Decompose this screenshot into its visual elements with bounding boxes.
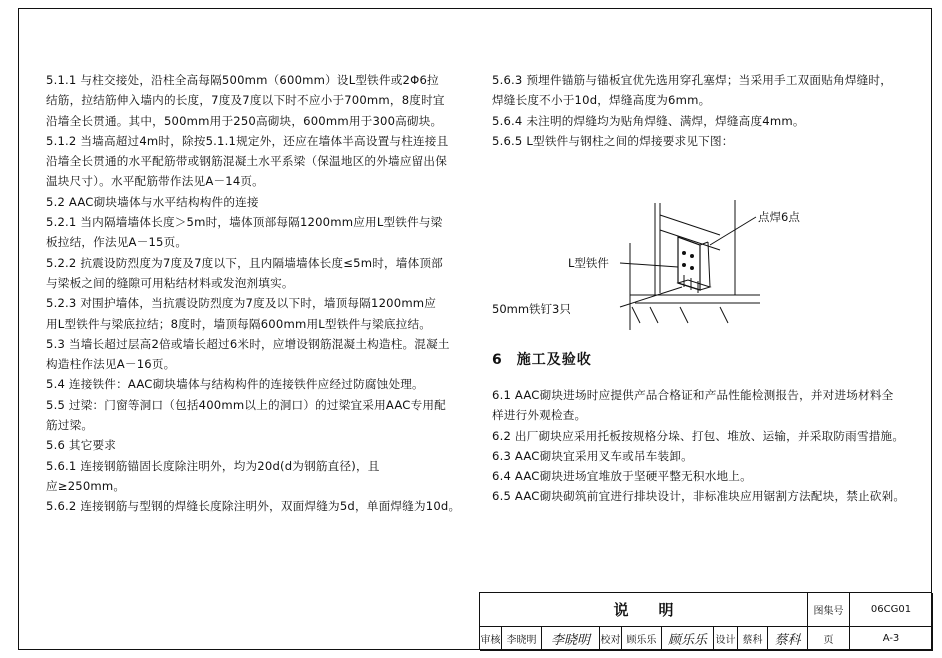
l-iron-label: L型铁件 <box>568 256 609 270</box>
check-label: 校对 <box>600 627 622 651</box>
text-line: 5.2.2 抗震设防烈度为7度及7度以下，且内隔墙墙体长度≤5m时，墙体顶部 <box>46 255 443 270</box>
text-line: 5.4 连接铁件：AAC砌块墙体与结构构件的连接铁件应经过防腐蚀处理。 <box>46 377 424 392</box>
text-line: 6.2 出厂砌块应采用托板按规格分垛、打包、堆放、运输，并采取防雨雪措施。 <box>492 428 905 443</box>
reviewer-name: 李晓明 <box>502 627 542 651</box>
design-label: 设计 <box>714 627 738 651</box>
section-6-text <box>492 385 912 507</box>
weld-points-label: 点焊6点 <box>758 210 800 224</box>
section-number: 6 <box>492 352 503 368</box>
text-line: 5.5 过梁：门窗等洞口（包括400mm以上的洞口）的过梁宜采用AAC专用配 <box>46 397 446 412</box>
right-text-column <box>492 70 912 151</box>
text-line: 焊缝长度不小于10d，焊缝高度为6mm。 <box>492 93 711 108</box>
left-text-column <box>46 70 476 517</box>
text-line: 5.6.4 未注明的焊缝均为贴角焊缝、满焊，焊缝高度4mm。 <box>492 113 805 128</box>
review-label: 审核 <box>480 627 502 651</box>
checker-name: 顾乐乐 <box>622 627 662 651</box>
text-line: 6.1 AAC砌块进场时应提供产品合格证和产品性能检测报告，并对进场材料全 <box>492 388 894 402</box>
text-line: 板拉结，作法见A－15页。 <box>46 235 188 250</box>
text-line: 5.6.5 L型铁件与钢柱之间的焊接要求见下图： <box>492 133 734 148</box>
reviewer-signature: 李晓明 <box>542 627 600 651</box>
text-line: 筋过梁。 <box>46 418 94 433</box>
text-line: 5.1.2 当墙高超过4m时，除按5.1.1规定外，还应在墙体半高设置与柱连接且 <box>46 133 449 148</box>
text-line: 温块尺寸）。水平配筋带作法见A－14页。 <box>46 174 264 189</box>
l-iron-weld-figure <box>492 195 800 335</box>
text-line: 5.2.3 对围护墙体，当抗震设防烈度为7度及以下时，墙顶每隔1200mm应 <box>46 296 437 311</box>
text-line: 6.4 AAC砌块进场宜堆放于坚硬平整无积水地上。 <box>492 469 752 484</box>
atlas-number: 06CG01 <box>850 593 933 627</box>
text-line: 用L型铁件与梁底拉结；8度时，墙顶每隔600mm用L型铁件与梁底拉结。 <box>46 316 432 331</box>
text-line: 结筋，拉结筋伸入墙内的长度，7度及7度以下时不应小于700mm，8度时宜 <box>46 93 445 108</box>
page-number: A-3 <box>850 627 933 651</box>
text-line: 5.2 AAC砌块墙体与水平结构构件的连接 <box>46 194 259 209</box>
text-line: 5.6.3 预埋件锚筋与锚板宜优先选用穿孔塞焊；当采用手工双面贴角焊缝时， <box>492 73 892 87</box>
text-line: 沿墙全长贯通。其中，500mm用于250高砌块，600mm用于300高砌块。 <box>46 113 443 128</box>
designer-name: 蔡科 <box>738 627 768 651</box>
nail-label: 50mm铁钉3只 <box>492 302 571 316</box>
text-line: 6.5 AAC砌块砌筑前宜进行排块设计，非标准块应用锯割方法配块，禁止砍剁。 <box>492 489 906 504</box>
checker-signature: 顾乐乐 <box>662 627 714 651</box>
text-line: 5.6.1 连接钢筋锚固长度除注明外，均为20d(d为钢筋直径)，且 <box>46 458 380 473</box>
text-line: 5.2.1 当内隔墙墙体长度＞5m时，墙体顶部每隔1200mm应用L型铁件与梁 <box>46 215 443 230</box>
text-line: 沿墙全长贯通的水平配筋带或钢筋混凝土水平系梁（保温地区的外墙应留出保 <box>46 154 447 169</box>
section-title: 施工及验收 <box>516 352 592 368</box>
text-line: 5.6 其它要求 <box>46 438 117 453</box>
text-line: 5.1.1 与柱交接处，沿柱全高每隔500mm（600mm）设L型铁件或2Φ6拉 <box>46 73 439 87</box>
page-label: 页 <box>808 627 850 651</box>
title-block <box>479 592 932 650</box>
atlas-label: 图集号 <box>808 593 850 627</box>
text-line: 构造柱作法见A－16页。 <box>46 357 176 372</box>
designer-signature: 蔡科 <box>768 627 808 651</box>
text-line: 与梁板之间的缝隙可用粘结材料或发泡剂填实。 <box>46 275 294 290</box>
text-line: 应≥250mm。 <box>46 478 126 493</box>
text-line: 5.6.2 连接钢筋与型钢的焊缝长度除注明外，双面焊缝为5d，单面焊缝为10d。 <box>46 499 461 514</box>
text-line: 5.3 当墙长超过层高2倍或墙长超过6米时，应增设钢筋混凝土构造柱。混凝土 <box>46 336 450 351</box>
section-6-heading <box>492 349 592 369</box>
text-line: 6.3 AAC砌块宜采用叉车或吊车装卸。 <box>492 448 693 463</box>
drawing-title: 说明 <box>480 593 808 627</box>
text-line: 样进行外观检查。 <box>492 408 587 423</box>
